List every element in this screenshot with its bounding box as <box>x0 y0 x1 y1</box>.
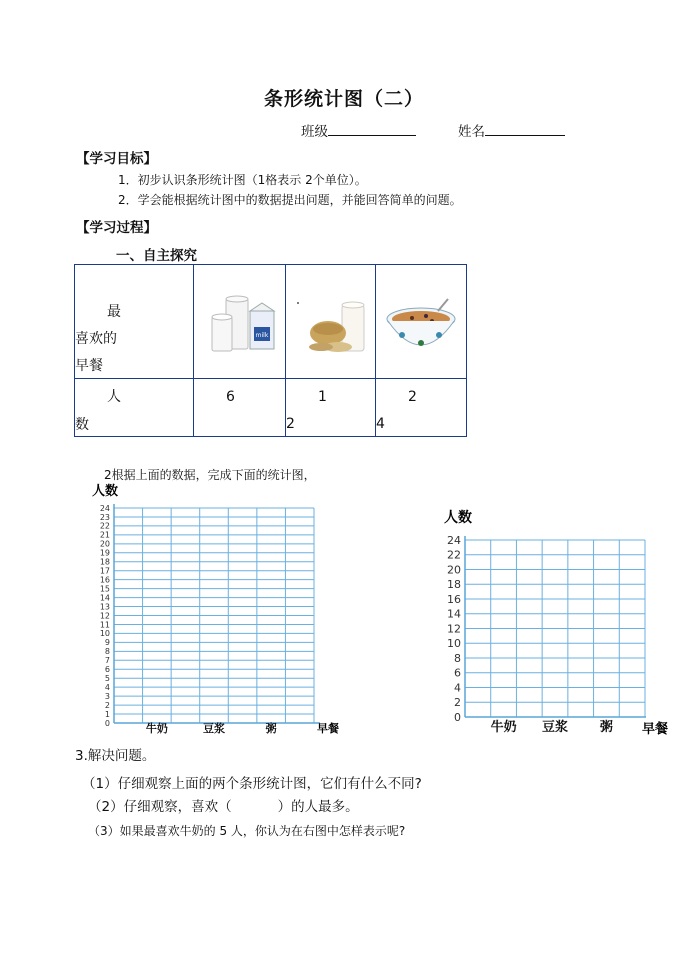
y-tick-label: 24 <box>447 533 461 547</box>
class-label: 班级 <box>301 124 328 140</box>
soy-milk-cell <box>286 265 376 379</box>
task3-heading: 3.解决问题。 <box>75 748 156 764</box>
task3-question-2 <box>88 795 359 815</box>
goals-heading: 【学习目标】 <box>76 151 157 167</box>
class-blank[interactable] <box>328 121 416 136</box>
right-chart-xlabel: 早餐 <box>642 722 669 737</box>
y-tick-label: 9 <box>104 638 110 648</box>
favorite-breakfast-label-cell <box>75 265 194 379</box>
y-tick-label: 2 <box>454 696 461 710</box>
y-tick-label: 8 <box>104 647 110 657</box>
left-chart-grid <box>114 504 320 723</box>
left-chart-ticks <box>100 504 110 728</box>
y-tick-label: 14 <box>447 607 461 621</box>
name-label: 姓名 <box>458 124 485 140</box>
y-tick-label: 12 <box>99 611 110 621</box>
y-tick-label: 20 <box>99 539 110 549</box>
name-blank[interactable] <box>485 121 565 136</box>
y-tick-label: 2 <box>104 700 110 710</box>
y-tick-label: 21 <box>99 530 110 540</box>
right-chart-grid <box>465 536 646 717</box>
task3-q2-before: （2）仔细观察，喜欢（ <box>88 799 232 815</box>
category-label: 牛奶 <box>145 722 168 735</box>
y-tick-label: 7 <box>104 656 110 666</box>
task2-instruction: 2根据上面的数据，完成下面的统计图， <box>104 468 316 482</box>
category-label: 豆浆 <box>541 720 569 735</box>
y-tick-label: 24 <box>99 503 110 513</box>
y-tick-label: 18 <box>447 578 461 592</box>
soy-milk-image <box>286 265 375 378</box>
y-tick-label: 0 <box>104 718 110 728</box>
section-title: 一、自主探究 <box>116 248 197 264</box>
breakfast-table <box>74 264 467 437</box>
y-tick-label: 22 <box>447 548 461 562</box>
porridge-image <box>376 265 466 378</box>
category-label: 粥 <box>599 720 613 735</box>
y-tick-label: 10 <box>447 637 461 651</box>
soy-count-line-2: 2 <box>286 416 295 432</box>
y-tick-label: 3 <box>104 691 110 701</box>
category-label: 豆浆 <box>203 722 225 735</box>
y-tick-label: 14 <box>99 593 110 603</box>
y-tick-label: 23 <box>99 512 110 522</box>
y-tick-label: 6 <box>454 666 461 680</box>
y-tick-label: 15 <box>99 584 110 594</box>
milk-image <box>194 265 285 378</box>
y-tick-label: 1 <box>104 709 110 719</box>
porridge-count-line-2: 4 <box>376 416 385 432</box>
soy-count-line-1: 1 <box>318 389 327 405</box>
count-label-cell <box>75 379 194 437</box>
porridge-cell <box>376 265 467 379</box>
class-field <box>301 120 416 140</box>
left-chart-ylabel: 人数 <box>92 484 119 499</box>
y-tick-label: 16 <box>447 592 461 606</box>
right-chart <box>440 504 686 740</box>
y-tick-label: 0 <box>454 710 461 724</box>
label-line-3: 早餐 <box>75 358 103 374</box>
y-tick-label: 18 <box>99 557 110 567</box>
y-tick-label: 6 <box>104 665 110 675</box>
goal-item-1: 1．初步认识条形统计图（1格表示 2个单位）。 <box>118 173 367 187</box>
svg-text:milk: milk <box>255 332 269 339</box>
y-tick-label: 10 <box>99 629 110 639</box>
y-tick-label: 19 <box>99 548 110 558</box>
milk-count-line-1: 6 <box>226 389 235 405</box>
task3-question-1: （1）仔细观察上面的两个条形统计图，它们有什么不同? <box>82 776 422 792</box>
y-tick-label: 11 <box>99 620 110 630</box>
y-tick-label: 20 <box>447 563 461 577</box>
left-chart-xlabel: 早餐 <box>317 722 339 735</box>
y-tick-label: 22 <box>99 521 110 531</box>
milk-cell <box>194 265 286 379</box>
y-tick-label: 17 <box>99 566 110 576</box>
y-tick-label: 4 <box>454 681 461 695</box>
task3-question-3: （3）如果最喜欢牛奶的 5 人，你认为在右图中怎样表示呢? <box>88 824 406 838</box>
right-chart-ylabel: 人数 <box>444 510 472 526</box>
count-label-line-2: 数 <box>75 417 89 433</box>
y-tick-label: 13 <box>99 602 110 612</box>
y-tick-label: 16 <box>99 575 110 585</box>
label-line-2: 喜欢的 <box>75 331 117 347</box>
soy-count-cell <box>286 379 376 437</box>
category-label: 粥 <box>265 722 277 735</box>
y-tick-label: 5 <box>104 674 110 684</box>
task3-q2-after: ）的人最多。 <box>277 799 359 815</box>
y-tick-label: 4 <box>104 682 110 692</box>
count-label-line-1: 人 <box>107 389 121 405</box>
page-title: 条形统计图（二） <box>263 88 424 110</box>
right-chart-categories <box>491 719 613 735</box>
left-chart <box>88 482 360 740</box>
name-field <box>458 120 565 140</box>
milk-count-cell <box>194 379 286 437</box>
category-label: 牛奶 <box>490 720 517 735</box>
right-chart-ticks <box>447 534 461 724</box>
label-line-1: 最 <box>107 304 121 320</box>
porridge-count-line-1: 2 <box>408 389 417 405</box>
goal-item-2: 2．学会能根据统计图中的数据提出问题，并能回答简单的问题。 <box>118 193 462 207</box>
y-tick-label: 8 <box>454 651 461 665</box>
process-heading: 【学习过程】 <box>76 220 157 236</box>
y-tick-label: 12 <box>447 622 461 636</box>
porridge-count-cell <box>376 379 467 437</box>
